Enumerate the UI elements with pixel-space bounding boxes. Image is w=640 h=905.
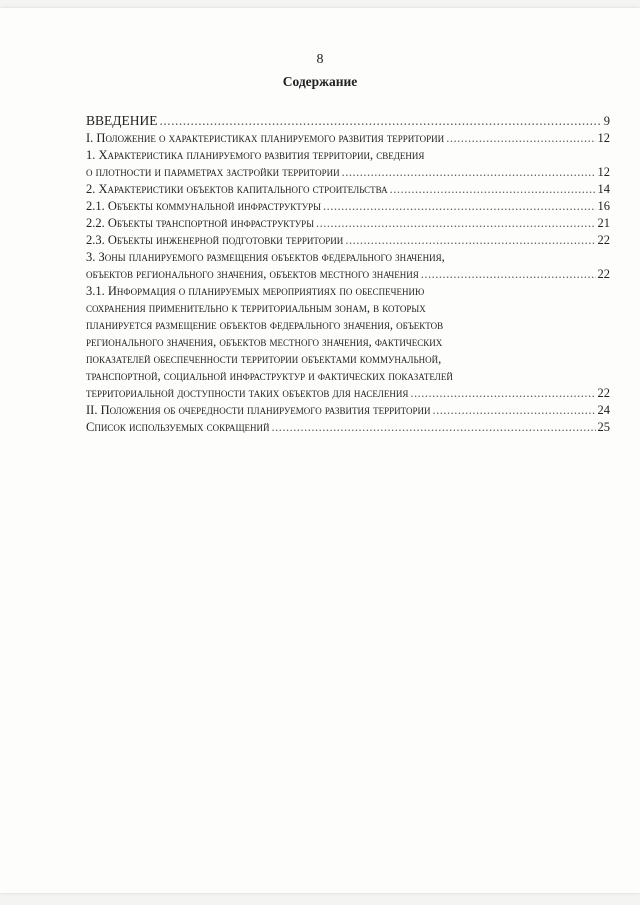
toc-entry-text: 3.1. Информация о планируемых мероприятиях по обеспечению	[86, 284, 425, 298]
toc-page-number: 22	[597, 386, 610, 400]
toc-entry-text: 1. Характеристика планируемого развития территории, сведения	[86, 148, 425, 162]
toc-entry-text: 2. Характеристики объектов капитального строительства	[86, 182, 388, 196]
toc-page-number: 12	[597, 165, 610, 179]
dot-leader	[433, 402, 596, 419]
toc-entry-text: I. Положение о характеристиках планируемого развития территории	[86, 131, 445, 145]
dot-leader	[446, 130, 595, 147]
toc-entry-line	[86, 419, 610, 436]
toc-title: Содержание	[282, 74, 358, 89]
dot-leader	[410, 385, 595, 402]
toc-entry-line	[86, 385, 610, 402]
toc-entry-text: регионального значения, объектов местного значения, фактических	[86, 335, 443, 349]
toc-entry-text: о плотности и параметрах застройки территории	[86, 165, 340, 179]
toc-entry-text: 2.3. Объекты инженерной подготовки территории	[86, 233, 344, 247]
table-of-contents	[86, 112, 610, 436]
toc-entry[interactable]	[86, 112, 610, 130]
toc-entry-text: II. Положения об очередности планируемого развития территории	[86, 403, 431, 417]
toc-entry[interactable]	[86, 215, 610, 232]
toc-entry-text: сохранения применительно к территориальным зонам, в которых	[86, 301, 426, 315]
dot-leader	[342, 164, 596, 181]
toc-page-number: 21	[597, 216, 610, 230]
toc-page-number: 16	[597, 199, 610, 213]
toc-entry[interactable]	[86, 147, 610, 181]
toc-page-number: 24	[597, 403, 610, 417]
dot-leader	[390, 181, 596, 198]
dot-leader	[421, 266, 596, 283]
toc-entry[interactable]	[86, 198, 610, 215]
toc-page-number: 22	[597, 233, 610, 247]
toc-entry-line	[86, 266, 610, 283]
toc-entry[interactable]	[86, 232, 610, 249]
toc-entry[interactable]	[86, 402, 610, 419]
toc-entry-line	[86, 402, 610, 419]
document-page	[0, 8, 640, 893]
toc-entry-line	[86, 112, 610, 130]
toc-entry-text: 2.1. Объекты коммунальной инфраструктуры	[86, 199, 321, 213]
toc-entry[interactable]	[86, 181, 610, 198]
dot-leader	[345, 232, 595, 249]
toc-entry-line	[86, 198, 610, 215]
toc-entry-text: показателей обеспеченности территории объектами коммунальной,	[86, 352, 442, 366]
toc-page-number: 22	[597, 267, 610, 281]
toc-entry-text: 2.2. Объекты транспортной инфраструктуры	[86, 216, 315, 230]
dot-leader	[159, 112, 601, 129]
toc-entry[interactable]	[86, 249, 610, 283]
toc-entry-text: территориальной доступности таких объектов для населения	[86, 386, 409, 400]
toc-page-number: 14	[597, 182, 610, 196]
toc-entry-text: Список используемых сокращений	[86, 420, 270, 434]
toc-entry-line	[86, 232, 610, 249]
toc-entry-text: транспортной, социальной инфраструктур и фактических показателей	[86, 369, 453, 383]
toc-entry-text: ВВЕДЕНИЕ	[86, 113, 158, 128]
dot-leader	[323, 198, 596, 215]
toc-entry[interactable]	[86, 419, 610, 436]
page-number: 8	[316, 52, 324, 67]
toc-entry-line	[86, 215, 610, 232]
toc-entry-line	[86, 164, 610, 181]
toc-entry-text: 3. Зоны планируемого размещения объектов федерального значения,	[86, 250, 445, 264]
toc-entry[interactable]	[86, 130, 610, 147]
dot-leader	[272, 419, 596, 436]
toc-entry-line	[86, 181, 610, 198]
toc-page-number: 9	[603, 114, 610, 128]
dot-leader	[316, 215, 595, 232]
toc-entry[interactable]	[86, 283, 610, 402]
toc-entry-text: объектов регионального значения, объектов местного значения	[86, 267, 419, 281]
toc-entry-line	[86, 130, 610, 147]
toc-page-number: 25	[597, 420, 610, 434]
toc-page-number: 12	[597, 131, 610, 145]
toc-entry-text: планируется размещение объектов федерального значения, объектов	[86, 318, 444, 332]
